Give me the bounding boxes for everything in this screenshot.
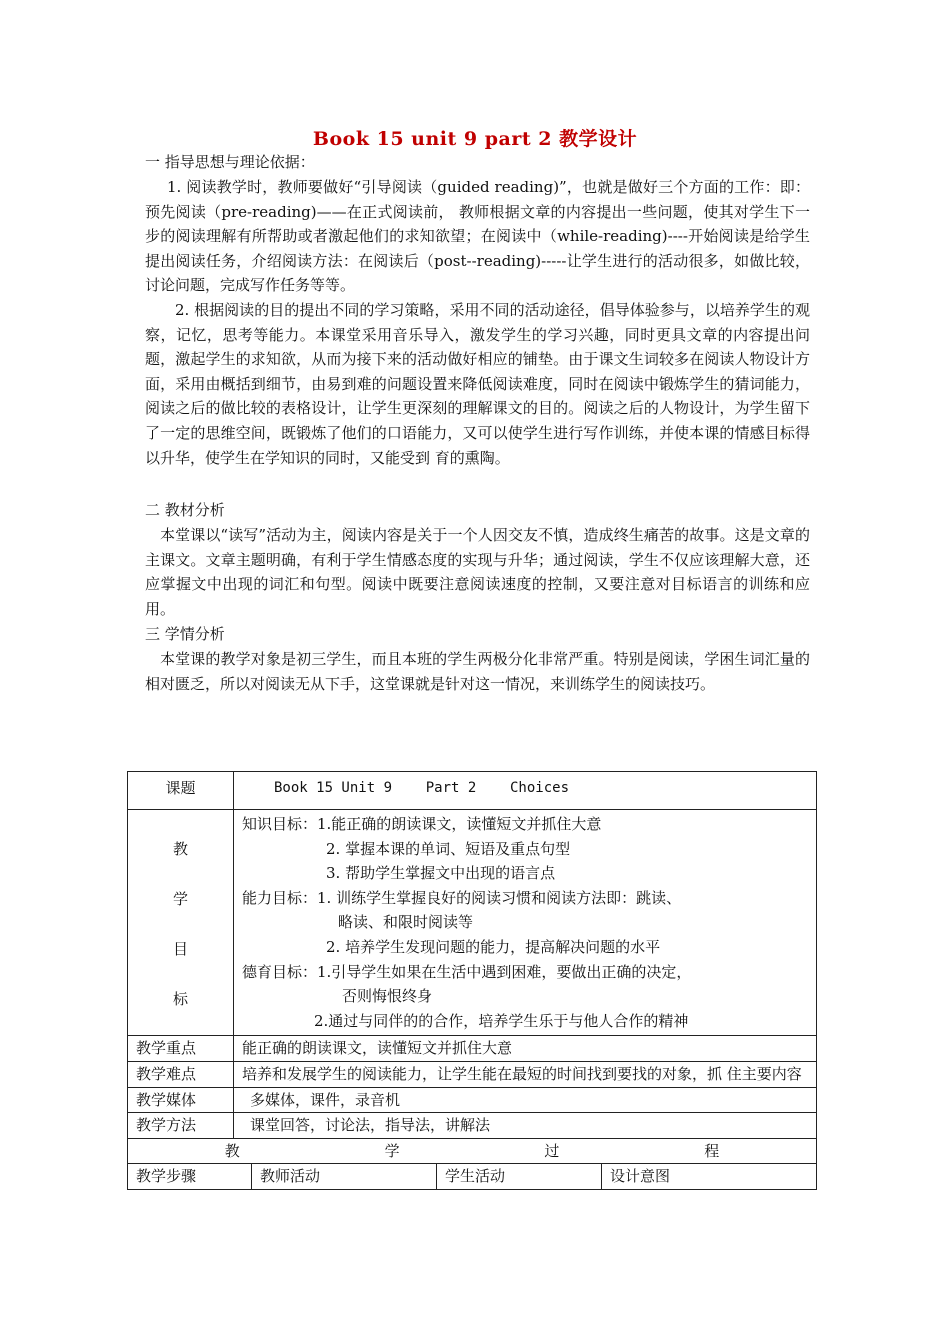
- process-heading-char: 学: [384, 1141, 400, 1160]
- table-row-key-point: [128, 1036, 817, 1062]
- steps-header-intent: 设计意图: [602, 1164, 817, 1190]
- goal-line-knowledge-1: 知识目标：1.能正确的朗读课文，读懂短文并抓住大意: [242, 815, 602, 833]
- process-heading-char: 程: [704, 1141, 720, 1160]
- document-title: Book 15 unit 9 part 2 教学设计: [312, 128, 638, 150]
- goal-line-knowledge-3: 3. 帮助学生掌握文中出现的语言点: [326, 864, 556, 883]
- paragraph-learning-strategy: 2. 根据阅读的目的提出不同的学习策略，采用不同的活动途径，倡导体验参与，以培养学生的观察，记忆，思考等能力。本课堂采用音乐导入，激发学生的学习兴趣，同时更具文章的内容提出问题，激起学生的求知欲，从而为接下来的活动做好相应的铺垫。由于课文生词较多在阅读人物设计方面，采用由概括到细节，由易到难的问题设置来降低阅读难度，同时在阅读中锻炼学生的猜词能力，阅读之后的做比较的表格设计，让学生更深刻的理解课文的目的。阅读之后的人物设计，为学生留下了一定的思维空间，既锻炼了他们的口语能力，又可以使学生进行写作训练，并使本课的情感目标得以升华，使学生在学知识的同时，又能受到 育的熏陶。: [145, 300, 810, 467]
- section-body-guiding-thought: [145, 175, 810, 470]
- table-row-steps-header: [128, 1164, 817, 1190]
- topic-value: Book 15 Unit 9 Part 2 Choices: [234, 772, 817, 810]
- goal-line-moral-1-cont: 否则悔恨终身: [342, 987, 433, 1006]
- topic-label: 课题: [128, 772, 234, 810]
- section-heading-student-analysis: 三 学情分析: [145, 625, 225, 643]
- goal-line-ability-2: 2. 培养学生发现问题的能力，提高解决问题的水平: [326, 937, 661, 956]
- paragraph-guided-reading: 1. 阅读教学时，教师要做好“引导阅读（guided reading)”，也就是做好三个方面的工作：即：预先阅读（pre-reading)——在正式阅读前， 教师根据文章的内容提出一些问题，使其对学生下一步的阅读理解有所帮助或者激起他们的求知欲望；在阅读中（while-reading)----开始阅读是给学生提出阅读任务，介绍阅读方法：在阅读后（post--reading)-----让学生进行的活动很多，如做比较，讨论问题，完成写作任务等等。: [145, 178, 810, 295]
- steps-header-student: 学生活动: [437, 1164, 602, 1190]
- media-label: 教学媒体: [128, 1087, 234, 1113]
- goals-content: [234, 810, 817, 1036]
- media-value: 多媒体，课件，录音机: [234, 1087, 817, 1113]
- goals-label-char: 教: [172, 840, 188, 858]
- process-heading: [128, 1138, 817, 1164]
- table-row-difficulty: [128, 1061, 817, 1087]
- table-row-media: [128, 1087, 817, 1113]
- paragraph-material-analysis: 本堂课以“读写”活动为主，阅读内容是关于一个人因交友不慎，造成终生痛苦的故事。这是文章的主课文。文章主题明确，有利于学生情感态度的实现与升华；通过阅读，学生不仅应该理解大意，还应掌握文中出现的词汇和句型。阅读中既要注意阅读速度的控制，又要注意对目标语言的训练和应用。: [145, 526, 810, 618]
- goal-line-moral-2: 2.通过与同伴的的合作，培养学生乐于与他人合作的精神: [314, 1011, 689, 1030]
- goals-label-char: 学: [172, 890, 188, 908]
- goals-label: [128, 810, 234, 1036]
- steps-header-teacher: 教师活动: [252, 1164, 437, 1190]
- goal-line-ability-1-cont: 略读、和限时阅读等: [338, 913, 474, 932]
- table-row-process: [128, 1138, 817, 1164]
- table-row-method: [128, 1113, 817, 1139]
- goals-label-char: 目: [172, 940, 188, 958]
- table-row-goals: [128, 810, 817, 1036]
- lesson-plan-table: [127, 771, 817, 1190]
- method-label: 教学方法: [128, 1113, 234, 1139]
- key-point-label: 教学重点: [128, 1036, 234, 1062]
- section-body-student-analysis: [145, 647, 810, 696]
- paragraph-student-analysis: 本堂课的教学对象是初三学生，而且本班的学生两极分化非常严重。特别是阅读，学困生词汇量的相对匮乏，所以对阅读无从下手，这堂课就是针对这一情况，来训练学生的阅读技巧。: [145, 650, 810, 693]
- table-row-topic: [128, 772, 817, 810]
- difficulty-label: 教学难点: [128, 1061, 234, 1087]
- goal-line-knowledge-2: 2. 掌握本课的单词、短语及重点句型: [326, 839, 571, 858]
- process-heading-char: 教: [224, 1141, 240, 1160]
- goal-line-ability-1: 能力目标：1. 训练学生掌握良好的阅读习惯和阅读方法即：跳读、: [242, 888, 682, 907]
- difficulty-value: 培养和发展学生的阅读能力，让学生能在最短的时间找到要找的对象，抓 住主要内容: [234, 1061, 817, 1087]
- goals-label-char: 标: [172, 990, 188, 1008]
- steps-header-step: 教学步骤: [128, 1164, 252, 1190]
- section-heading-guiding-thought: 一 指导思想与理论依据：: [145, 153, 315, 171]
- goal-line-moral-1: 德育目标：1.引导学生如果在生活中遇到困难，要做出正确的决定，: [242, 962, 692, 981]
- section-body-material-analysis: [145, 523, 810, 621]
- key-point-value: 能正确的朗读课文，读懂短文并抓住大意: [234, 1036, 817, 1062]
- section-heading-material-analysis: 二 教材分析: [145, 501, 225, 519]
- process-heading-char: 过: [544, 1141, 560, 1160]
- method-value: 课堂回答，讨论法，指导法，讲解法: [234, 1113, 817, 1139]
